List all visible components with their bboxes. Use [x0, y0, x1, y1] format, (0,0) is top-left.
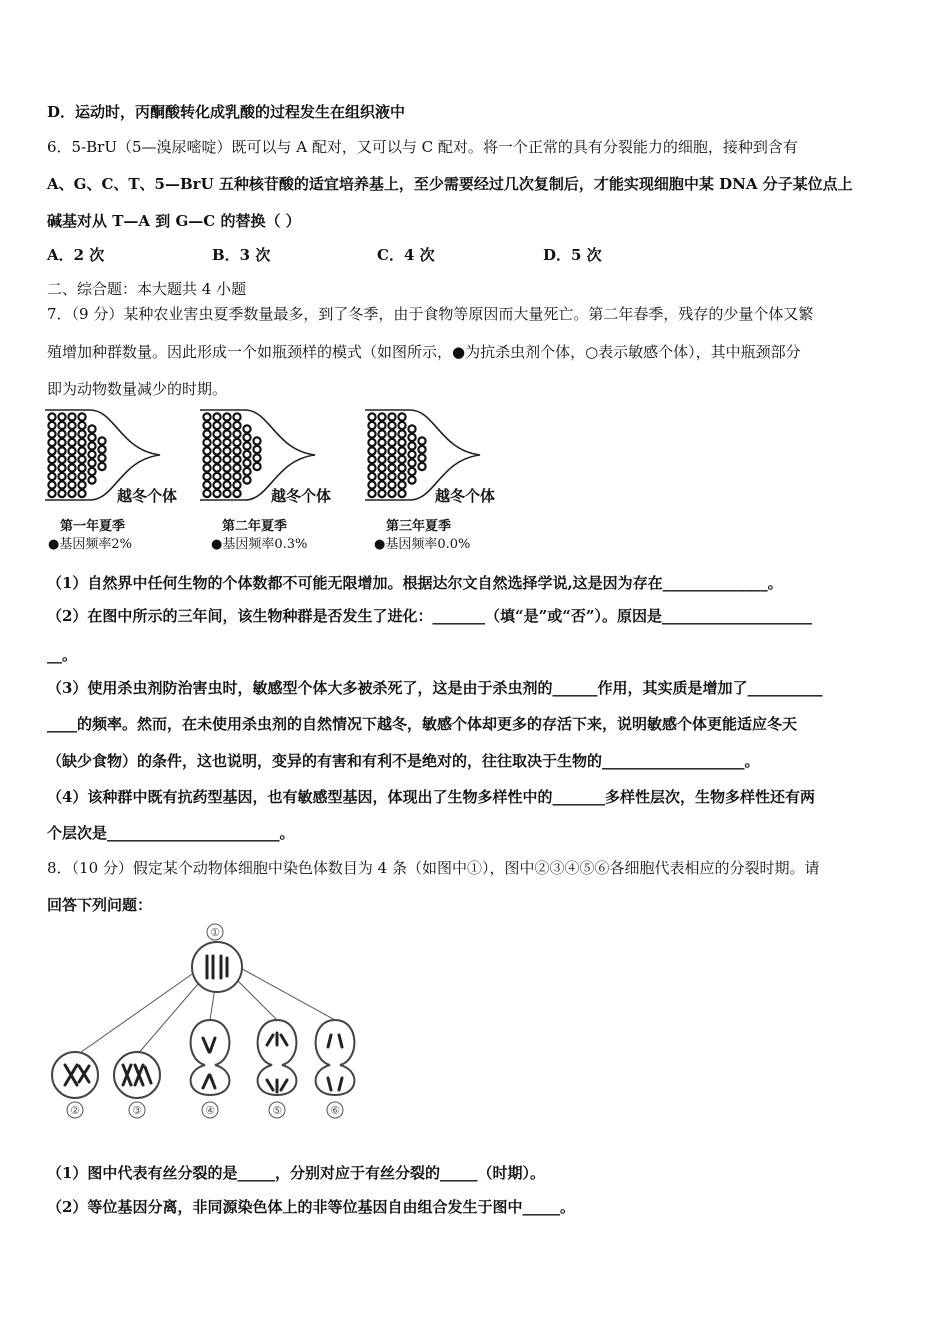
- population-dot: [48, 464, 55, 471]
- population-dot: [98, 446, 105, 453]
- population-dot: [203, 490, 210, 497]
- population-dot: [48, 481, 55, 488]
- population-dot: [388, 422, 395, 429]
- population-dot: [253, 463, 260, 470]
- population-dot: [58, 439, 65, 446]
- population-dot: [408, 442, 415, 449]
- population-dot: [398, 456, 405, 463]
- population-dot: [213, 464, 220, 471]
- population-dot: [398, 490, 405, 497]
- population-dot: [213, 473, 220, 480]
- population-dot: [78, 464, 85, 471]
- population-dot: [213, 422, 220, 429]
- q6-option-d: D．5 次: [543, 246, 602, 264]
- population-dot: [378, 481, 385, 488]
- population-dot: [233, 422, 240, 429]
- population-dot: [398, 464, 405, 471]
- population-dot: [368, 413, 375, 420]
- population-dot: [233, 490, 240, 497]
- cell-6-label: ⑥: [330, 1104, 340, 1117]
- q7-sub-2a: （2）在图中所示的三年间，该生物种群是否发生了进化：_______（填“是”或“否”）。原因是____________________: [47, 607, 812, 625]
- population-dot: [233, 481, 240, 488]
- population-dot: [213, 439, 220, 446]
- population-dot: [88, 476, 95, 483]
- population-dot: [398, 422, 405, 429]
- population-dot: [378, 490, 385, 497]
- population-dot: [243, 434, 250, 441]
- panel-2-freq: ●基因频率0.3%: [211, 537, 308, 552]
- population-dot: [203, 413, 210, 420]
- population-dot: [68, 447, 75, 454]
- population-dot: [98, 454, 105, 461]
- population-dot: [203, 456, 210, 463]
- population-dot: [233, 456, 240, 463]
- population-dot: [398, 413, 405, 420]
- q7-sub-3b: ____的频率。然而，在未使用杀虫剂的自然情况下越冬，敏感个体却更多的存活下来，说明敏感个体更能适应冬天: [47, 715, 798, 733]
- population-dot: [243, 459, 250, 466]
- population-dot: [378, 447, 385, 454]
- population-dot: [223, 413, 230, 420]
- q6-option-a: A．2 次: [47, 246, 105, 264]
- population-dot: [68, 413, 75, 420]
- q5-option-d: D．运动时，丙酮酸转化成乳酸的过程发生在组织液中: [47, 103, 406, 121]
- q8-line-1: 8．（10 分）假定某个动物体细胞中染色体数目为 4 条（如图中①），图中②③④⑤⑥各细胞代表相应的分裂时期。请: [47, 859, 820, 877]
- cell-1: [192, 924, 242, 992]
- population-dot: [243, 468, 250, 475]
- population-dot: [78, 490, 85, 497]
- population-dot: [223, 473, 230, 480]
- population-dot: [78, 430, 85, 437]
- population-dot: [233, 439, 240, 446]
- population-dot: [388, 473, 395, 480]
- cell-division-figure: [45, 920, 375, 1120]
- population-dot: [78, 473, 85, 480]
- population-dot: [398, 473, 405, 480]
- population-dot: [78, 413, 85, 420]
- panel-3-freq: ●基因频率0.0%: [374, 537, 471, 552]
- population-dot: [58, 422, 65, 429]
- population-dot: [253, 454, 260, 461]
- population-dot: [68, 439, 75, 446]
- population-dot: [48, 430, 55, 437]
- population-dot: [58, 481, 65, 488]
- population-dot: [203, 481, 210, 488]
- population-dot: [408, 476, 415, 483]
- population-dot: [48, 413, 55, 420]
- population-dot: [58, 447, 65, 454]
- q6-line-2: A、G、C、T、5—BrU 五种核苷酸的适宜培养基上，至少需要经过几次复制后，才能实现细胞中某 DNA 分子某位点上: [47, 175, 853, 193]
- population-dot: [203, 439, 210, 446]
- q7-sub-2b: __。: [47, 646, 78, 664]
- q8-sub-2: （2）等位基因分离，非同源染色体上的非等位基因自由组合发生于图中_____。: [47, 1198, 575, 1216]
- population-dot: [233, 464, 240, 471]
- population-dot: [88, 434, 95, 441]
- population-dot: [68, 422, 75, 429]
- population-dot: [68, 430, 75, 437]
- population-dot: [223, 456, 230, 463]
- population-dot: [368, 456, 375, 463]
- population-dot: [48, 473, 55, 480]
- population-dot: [48, 439, 55, 446]
- population-dot: [88, 468, 95, 475]
- population-dot: [223, 447, 230, 454]
- population-dot: [223, 439, 230, 446]
- q7-sub-4a: （4）该种群中既有抗药型基因，也有敏感型基因，体现出了生物多样性中的_______多样性层次，生物多样性还有两: [47, 788, 815, 806]
- cell-2-label: ②: [70, 1104, 80, 1117]
- population-dot: [368, 422, 375, 429]
- population-dot: [78, 447, 85, 454]
- population-dot: [78, 456, 85, 463]
- section-2-title: 二、综合题：本大题共 4 小题: [47, 280, 247, 298]
- population-dot: [48, 422, 55, 429]
- population-dot: [88, 442, 95, 449]
- population-dot: [378, 473, 385, 480]
- panel-2-season: 第二年夏季: [222, 519, 288, 534]
- overwinter-label-3: 越冬个体: [435, 487, 496, 505]
- population-dot: [203, 464, 210, 471]
- population-dot: [378, 413, 385, 420]
- population-dot: [418, 463, 425, 470]
- population-dot: [58, 430, 65, 437]
- population-dot: [408, 451, 415, 458]
- population-dot: [58, 413, 65, 420]
- population-dot: [68, 490, 75, 497]
- population-dot: [368, 473, 375, 480]
- population-dot: [48, 447, 55, 454]
- population-dot: [368, 430, 375, 437]
- population-dot: [203, 447, 210, 454]
- population-dot: [88, 459, 95, 466]
- population-dot: [398, 447, 405, 454]
- population-dot: [58, 464, 65, 471]
- overwinter-label-1: 越冬个体: [117, 487, 178, 505]
- population-dot: [368, 447, 375, 454]
- q6-option-b: B．3 次: [212, 246, 271, 264]
- population-dot: [223, 422, 230, 429]
- population-dot: [203, 422, 210, 429]
- population-dot: [213, 430, 220, 437]
- population-dot: [213, 447, 220, 454]
- population-dot: [223, 464, 230, 471]
- population-dot: [378, 456, 385, 463]
- population-dot: [418, 454, 425, 461]
- cell-5: [258, 1020, 297, 1118]
- population-dot: [418, 437, 425, 444]
- population-dot: [68, 456, 75, 463]
- population-dot: [378, 464, 385, 471]
- population-dot: [408, 434, 415, 441]
- population-dot: [408, 468, 415, 475]
- population-dot: [243, 476, 250, 483]
- cell-3: [114, 1052, 160, 1118]
- overwinter-label-2: 越冬个体: [271, 487, 332, 505]
- q6-line-1: 6．5-BrU（5—溴尿嘧啶）既可以与 A 配对，又可以与 C 配对。将一个正常的具有分裂能力的细胞，接种到含有: [47, 138, 798, 156]
- cell-1-label: ①: [210, 926, 220, 939]
- population-dot: [243, 451, 250, 458]
- q7-line-2: 殖增加种群数量。因此形成一个如瓶颈样的模式（如图所示，●为抗杀虫剂个体，○表示敏感个体），其中瓶颈部分: [47, 343, 801, 361]
- population-dot: [388, 464, 395, 471]
- panel-3-season: 第三年夏季: [386, 519, 452, 534]
- population-dot: [408, 459, 415, 466]
- panel-1-season: 第一年夏季: [60, 519, 126, 534]
- q7-sub-4b: 个层次是_______________________。: [47, 824, 295, 842]
- population-dot: [388, 447, 395, 454]
- population-dot: [78, 422, 85, 429]
- population-dot: [388, 456, 395, 463]
- population-dot: [233, 447, 240, 454]
- q6-option-c: C．4 次: [377, 246, 435, 264]
- panel-1-freq: ●基因频率2%: [48, 537, 132, 552]
- population-dot: [398, 439, 405, 446]
- cell-5-label: ⑤: [272, 1104, 282, 1117]
- population-dot: [213, 490, 220, 497]
- population-dot: [88, 425, 95, 432]
- population-dot: [48, 490, 55, 497]
- population-dot: [58, 456, 65, 463]
- population-dot: [213, 456, 220, 463]
- cell-2: [52, 1052, 98, 1118]
- population-dot: [68, 473, 75, 480]
- population-dot: [368, 481, 375, 488]
- q7-line-3: 即为动物数量减少的时期。: [47, 380, 228, 398]
- population-dot: [388, 413, 395, 420]
- population-dot: [368, 439, 375, 446]
- population-dot: [98, 463, 105, 470]
- population-dot: [378, 439, 385, 446]
- population-dot: [253, 437, 260, 444]
- q8-sub-1: （1）图中代表有丝分裂的是_____，分别对应于有丝分裂的_____（时期）。: [47, 1164, 545, 1182]
- population-dot: [48, 456, 55, 463]
- population-dot: [378, 430, 385, 437]
- population-dot: [223, 481, 230, 488]
- population-dot: [418, 446, 425, 453]
- q7-line-1: 7．（9 分）某种农业害虫夏季数量最多，到了冬季，由于食物等原因而大量死亡。第二年春季，残存的少量个体又繁: [47, 305, 814, 323]
- cell-6: [316, 1020, 355, 1118]
- population-dot: [203, 473, 210, 480]
- cell-4: [191, 1020, 230, 1118]
- population-dot: [58, 490, 65, 497]
- population-dot: [233, 473, 240, 480]
- population-dot: [223, 490, 230, 497]
- population-dot: [388, 481, 395, 488]
- population-dot: [213, 413, 220, 420]
- population-dot: [388, 439, 395, 446]
- population-dot: [253, 446, 260, 453]
- population-dot: [233, 413, 240, 420]
- population-dot: [368, 490, 375, 497]
- q7-sub-1: （1）自然界中任何生物的个体数都不可能无限增加。根据达尔文自然选择学说,这是因为存在______________。: [47, 574, 783, 592]
- population-dot: [68, 481, 75, 488]
- population-dot: [68, 464, 75, 471]
- population-dot: [408, 425, 415, 432]
- q8-line-2: 回答下列问题：: [47, 896, 153, 914]
- population-dot: [243, 425, 250, 432]
- population-dot: [203, 430, 210, 437]
- population-dot: [398, 430, 405, 437]
- population-dot: [88, 451, 95, 458]
- cell-3-label: ③: [132, 1104, 142, 1117]
- population-dot: [233, 430, 240, 437]
- population-dot: [78, 439, 85, 446]
- population-dot: [213, 481, 220, 488]
- q7-sub-3a: （3）使用杀虫剂防治害虫时，敏感型个体大多被杀死了，这是由于杀虫剂的______作用，其实质是增加了__________: [47, 679, 823, 697]
- population-dot: [243, 442, 250, 449]
- population-dot: [378, 422, 385, 429]
- q7-sub-3c: （缺少食物）的条件，这也说明，变异的有害和有利不是绝对的，往往取决于生物的___________________。: [47, 752, 760, 770]
- population-dot: [58, 473, 65, 480]
- population-dot: [388, 490, 395, 497]
- q6-line-3: 碱基对从 T—A 到 G—C 的替换（ ）: [47, 212, 301, 230]
- population-dot: [388, 430, 395, 437]
- population-dot: [398, 481, 405, 488]
- population-dot: [368, 464, 375, 471]
- cell-4-label: ④: [205, 1104, 215, 1117]
- population-dot: [78, 481, 85, 488]
- population-dot: [98, 437, 105, 444]
- population-dot: [223, 430, 230, 437]
